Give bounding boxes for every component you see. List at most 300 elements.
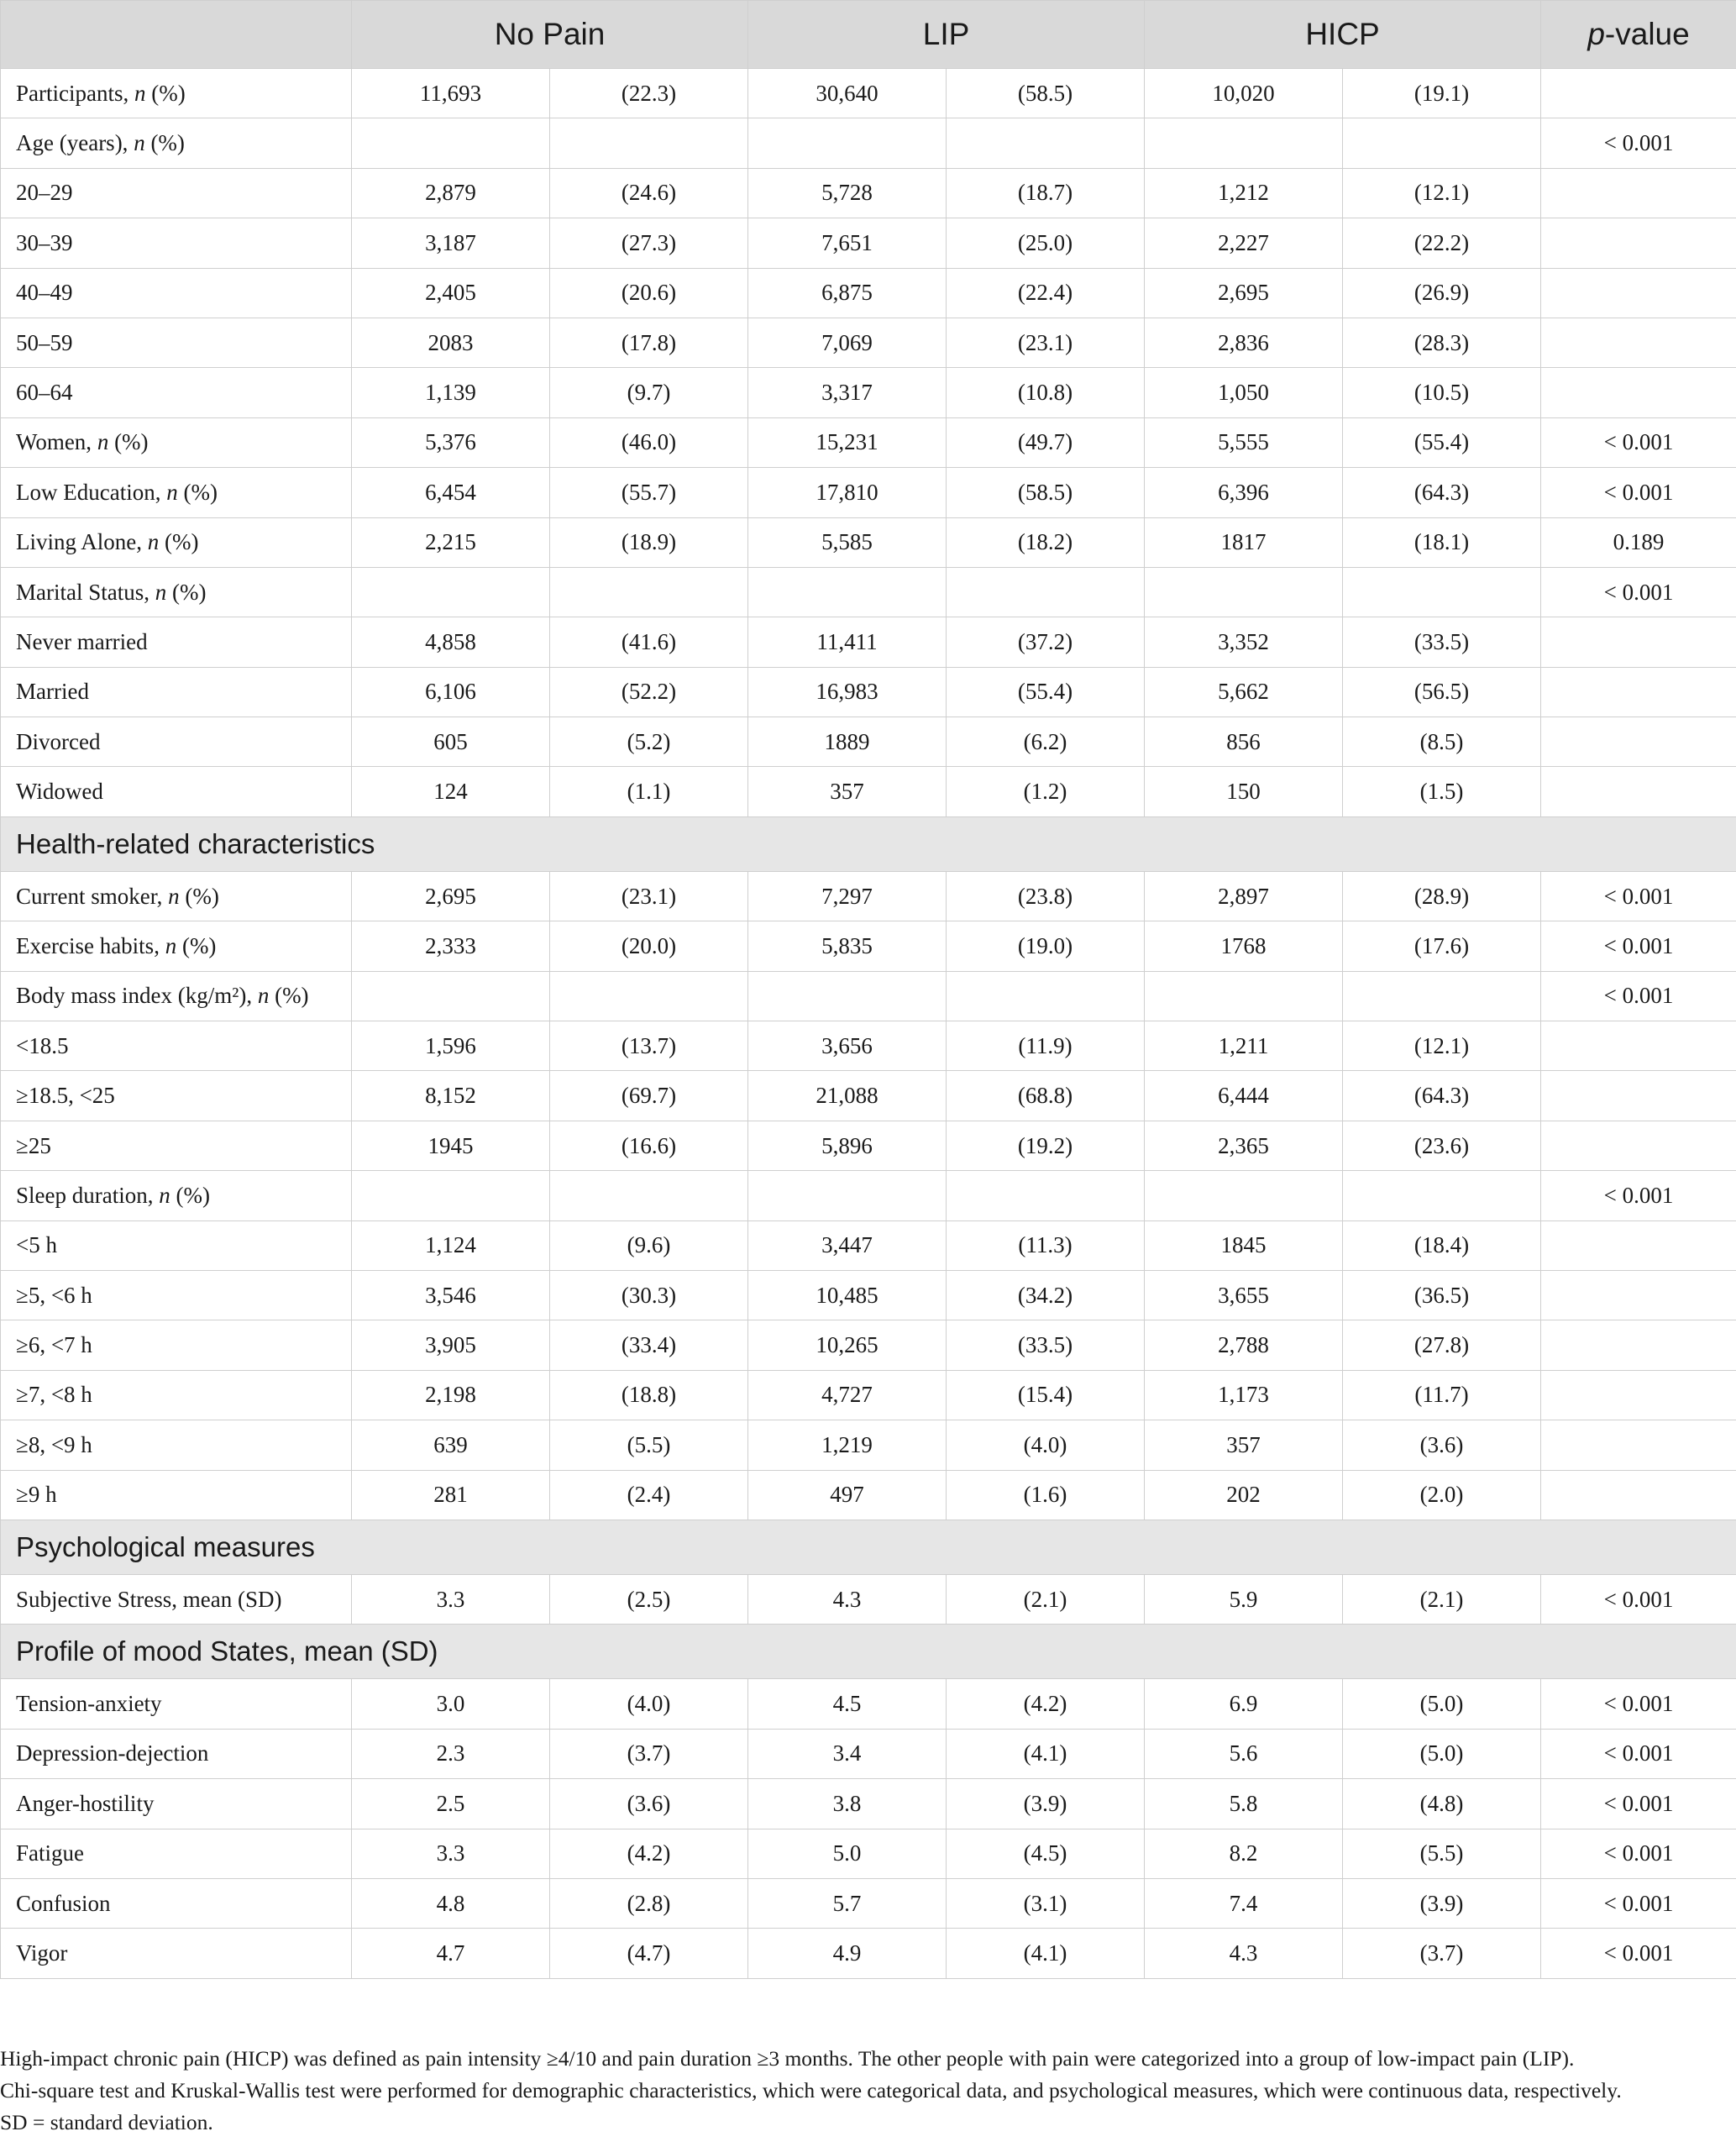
cell-hicp-n: 2,836 [1145, 318, 1343, 367]
cell-lip-n: 5,728 [748, 168, 947, 218]
cell-no-pain-pct: (20.0) [550, 921, 748, 971]
cell-no-pain-n: 2.3 [352, 1729, 550, 1778]
row-label-text: ≥6, <7 h [16, 1332, 92, 1358]
cell-lip-pct: (33.5) [947, 1320, 1145, 1370]
cell-no-pain-n: 3,546 [352, 1270, 550, 1320]
cell-p-value: < 0.001 [1541, 921, 1736, 971]
cell-lip-pct: (4.1) [947, 1729, 1145, 1778]
cell-no-pain-pct: (2.5) [550, 1574, 748, 1624]
row-label-text: Body mass index (kg/m²), [16, 983, 258, 1009]
cell-p-value [1541, 318, 1736, 367]
cell-lip-pct: (34.2) [947, 1270, 1145, 1320]
cell-no-pain-pct: (69.7) [550, 1071, 748, 1121]
cell-hicp-pct: (28.3) [1343, 318, 1541, 367]
cell-lip-pct: (18.2) [947, 517, 1145, 567]
cell-hicp-pct: (27.8) [1343, 1320, 1541, 1370]
cell-lip-n: 30,640 [748, 69, 947, 118]
footnote-1: High-impact chronic pain (HICP) was defined as pain intensity ≥4/10 and pain duration ≥3 months. The other people with pain were categorized into a group of low-impact pain (LIP). [0, 2046, 1575, 2071]
section-label: Profile of mood States, mean (SD) [1, 1625, 1736, 1679]
cell-no-pain-n: 2.5 [352, 1779, 550, 1829]
cell-hicp-pct [1343, 118, 1541, 168]
row-label [1, 118, 352, 168]
row-label-text: ≥7, <8 h [16, 1382, 92, 1408]
table-row [1, 268, 1736, 318]
cell-lip-pct: (37.2) [947, 617, 1145, 667]
row-label-text: Sleep duration, [16, 1182, 160, 1208]
cell-no-pain-n: 3.0 [352, 1679, 550, 1729]
row-label-text: Living Alone, [16, 529, 148, 555]
row-label [1, 168, 352, 218]
row-label-suffix: (%) [177, 479, 218, 505]
cell-hicp-pct [1343, 1171, 1541, 1220]
cell-no-pain-n: 4.8 [352, 1878, 550, 1928]
cell-hicp-pct: (28.9) [1343, 871, 1541, 921]
cell-lip-n: 15,231 [748, 417, 947, 467]
cell-no-pain-pct: (52.2) [550, 667, 748, 717]
row-label [1, 667, 352, 717]
table-row [1, 1370, 1736, 1420]
cell-hicp-n: 1,212 [1145, 168, 1343, 218]
table-row [1, 1021, 1736, 1071]
row-label [1, 717, 352, 767]
cell-no-pain-n: 6,454 [352, 468, 550, 517]
row-label [1, 1779, 352, 1829]
cell-no-pain-pct [550, 971, 748, 1021]
row-label-text: 40–49 [16, 280, 73, 306]
cell-lip-n [748, 1171, 947, 1220]
table-row [1, 1729, 1736, 1778]
cell-hicp-n: 856 [1145, 717, 1343, 767]
cell-hicp-pct: (64.3) [1343, 1071, 1541, 1121]
cell-no-pain-pct: (18.8) [550, 1370, 748, 1420]
cell-lip-pct [947, 567, 1145, 617]
table-row [1, 118, 1736, 168]
row-label [1, 1121, 352, 1170]
cell-hicp-n: 1,211 [1145, 1021, 1343, 1071]
cell-p-value [1541, 1370, 1736, 1420]
cell-no-pain-pct: (9.6) [550, 1220, 748, 1270]
cell-no-pain-n: 1,596 [352, 1021, 550, 1071]
table-row [1, 567, 1736, 617]
cell-lip-n: 4,727 [748, 1370, 947, 1420]
row-label-n: n [134, 80, 146, 106]
row-label-text: <5 h [16, 1232, 57, 1258]
cell-p-value: < 0.001 [1541, 971, 1736, 1021]
cell-no-pain-n: 2,215 [352, 517, 550, 567]
cell-hicp-pct: (2.0) [1343, 1470, 1541, 1520]
cell-no-pain-n: 2083 [352, 318, 550, 367]
cell-p-value [1541, 368, 1736, 417]
cell-p-value: < 0.001 [1541, 1729, 1736, 1778]
section-header-row [1, 816, 1736, 871]
table-row [1, 1121, 1736, 1170]
cell-lip-pct: (23.1) [947, 318, 1145, 367]
row-label-text: Current smoker, [16, 883, 169, 909]
cell-no-pain-pct: (5.5) [550, 1420, 748, 1470]
cell-hicp-n: 150 [1145, 767, 1343, 816]
row-label-n: n [147, 529, 160, 555]
cell-hicp-pct: (17.6) [1343, 921, 1541, 971]
row-label [1, 871, 352, 921]
cell-no-pain-n: 124 [352, 767, 550, 816]
cell-hicp-n: 7.4 [1145, 1878, 1343, 1928]
cell-no-pain-pct: (33.4) [550, 1320, 748, 1370]
cell-lip-n [748, 118, 947, 168]
cell-lip-n: 3,656 [748, 1021, 947, 1071]
section-header-row [1, 1625, 1736, 1679]
row-label-text: Never married [16, 628, 148, 654]
cell-hicp-n: 1845 [1145, 1220, 1343, 1270]
cell-no-pain-n [352, 567, 550, 617]
cell-lip-n: 1,219 [748, 1420, 947, 1470]
cell-no-pain-pct: (41.6) [550, 617, 748, 667]
row-label-text: ≥8, <9 h [16, 1431, 92, 1457]
cell-no-pain-pct: (4.7) [550, 1929, 748, 1978]
row-label-suffix: (%) [269, 983, 309, 1009]
cell-p-value [1541, 268, 1736, 318]
row-label-n: n [165, 932, 177, 958]
cell-lip-pct [947, 118, 1145, 168]
cell-lip-pct: (11.3) [947, 1220, 1145, 1270]
row-label-text: 60–64 [16, 380, 73, 406]
cell-hicp-n: 2,788 [1145, 1320, 1343, 1370]
cell-p-value: < 0.001 [1541, 567, 1736, 617]
row-label-text: ≥9 h [16, 1482, 57, 1508]
header-hicp: HICP [1145, 1, 1541, 69]
cell-no-pain-pct: (16.6) [550, 1121, 748, 1170]
cell-no-pain-n: 2,695 [352, 871, 550, 921]
cell-lip-pct: (4.5) [947, 1829, 1145, 1878]
cell-lip-n: 7,297 [748, 871, 947, 921]
cell-lip-pct: (19.2) [947, 1121, 1145, 1170]
cell-hicp-n: 1817 [1145, 517, 1343, 567]
table-body [1, 69, 1736, 1979]
row-label [1, 1370, 352, 1420]
cell-hicp-n: 2,365 [1145, 1121, 1343, 1170]
cell-no-pain-pct [550, 118, 748, 168]
cell-lip-n: 7,069 [748, 318, 947, 367]
row-label-text: Subjective Stress, mean (SD) [16, 1586, 282, 1612]
cell-lip-n: 497 [748, 1470, 947, 1520]
cell-lip-pct: (10.8) [947, 368, 1145, 417]
row-label [1, 1021, 352, 1071]
row-label [1, 318, 352, 367]
cell-hicp-pct [1343, 971, 1541, 1021]
cell-lip-n: 3.8 [748, 1779, 947, 1829]
cell-p-value [1541, 667, 1736, 717]
cell-hicp-pct: (33.5) [1343, 617, 1541, 667]
row-label [1, 1829, 352, 1878]
row-label-text: Anger-hostility [16, 1790, 155, 1816]
cell-lip-n: 7,651 [748, 218, 947, 268]
row-label [1, 1929, 352, 1978]
row-label-n: n [168, 883, 180, 909]
table-row [1, 1679, 1736, 1729]
cell-lip-pct: (3.9) [947, 1779, 1145, 1829]
cell-no-pain-n [352, 118, 550, 168]
row-label-suffix: (%) [159, 529, 199, 555]
cell-hicp-pct: (5.0) [1343, 1679, 1541, 1729]
cell-no-pain-n: 6,106 [352, 667, 550, 717]
cell-hicp-pct: (23.6) [1343, 1121, 1541, 1170]
cell-no-pain-pct: (46.0) [550, 417, 748, 467]
row-label-text: Confusion [16, 1890, 111, 1916]
row-label [1, 417, 352, 467]
cell-lip-pct: (4.2) [947, 1679, 1145, 1729]
row-label-text: Women, [16, 429, 97, 455]
cell-no-pain-pct: (1.1) [550, 767, 748, 816]
row-label-text: Exercise habits, [16, 932, 165, 958]
cell-no-pain-n: 605 [352, 717, 550, 767]
row-label-text: 50–59 [16, 329, 73, 355]
cell-p-value [1541, 1220, 1736, 1270]
cell-no-pain-n: 1945 [352, 1121, 550, 1170]
cell-no-pain-n: 281 [352, 1470, 550, 1520]
table-row [1, 1574, 1736, 1624]
row-label-text: Low Education, [16, 479, 167, 505]
cell-no-pain-n: 3.3 [352, 1829, 550, 1878]
row-label [1, 1729, 352, 1778]
row-label-text: Participants, [16, 80, 134, 106]
row-label-text: Tension-anxiety [16, 1691, 162, 1717]
cell-no-pain-n: 2,333 [352, 921, 550, 971]
cell-p-value: < 0.001 [1541, 417, 1736, 467]
cell-lip-n: 21,088 [748, 1071, 947, 1121]
cell-hicp-n: 6.9 [1145, 1679, 1343, 1729]
row-label-text: ≥5, <6 h [16, 1282, 92, 1308]
cell-p-value: < 0.001 [1541, 1829, 1736, 1878]
cell-no-pain-n: 8,152 [352, 1071, 550, 1121]
cell-p-value: < 0.001 [1541, 1171, 1736, 1220]
header-row [1, 1, 1736, 69]
cell-p-value [1541, 1071, 1736, 1121]
cell-lip-pct: (6.2) [947, 717, 1145, 767]
cell-hicp-n: 2,695 [1145, 268, 1343, 318]
row-label [1, 69, 352, 118]
cell-hicp-n: 5.9 [1145, 1574, 1343, 1624]
cell-lip-pct: (3.1) [947, 1878, 1145, 1928]
row-label-n: n [134, 130, 145, 156]
cell-lip-n: 5.0 [748, 1829, 947, 1878]
cell-hicp-n: 10,020 [1145, 69, 1343, 118]
cell-p-value: 0.189 [1541, 517, 1736, 567]
row-label [1, 1270, 352, 1320]
table-row [1, 1270, 1736, 1320]
cell-hicp-pct: (55.4) [1343, 417, 1541, 467]
row-label [1, 567, 352, 617]
cell-hicp-n: 357 [1145, 1420, 1343, 1470]
cell-hicp-n [1145, 1171, 1343, 1220]
cell-p-value [1541, 69, 1736, 118]
row-label-suffix: (%) [166, 579, 207, 605]
table-row [1, 517, 1736, 567]
cell-lip-n: 5.7 [748, 1878, 947, 1928]
cell-no-pain-n: 4,858 [352, 617, 550, 667]
table-row [1, 69, 1736, 118]
cell-lip-pct: (18.7) [947, 168, 1145, 218]
row-label [1, 1470, 352, 1520]
cell-lip-n: 4.5 [748, 1679, 947, 1729]
cell-hicp-pct: (18.1) [1343, 517, 1541, 567]
cell-p-value: < 0.001 [1541, 1679, 1736, 1729]
section-label: Psychological measures [1, 1520, 1736, 1574]
cell-no-pain-pct: (13.7) [550, 1021, 748, 1071]
cell-no-pain-n: 2,879 [352, 168, 550, 218]
cell-no-pain-n: 639 [352, 1420, 550, 1470]
cell-lip-n: 4.9 [748, 1929, 947, 1978]
cell-lip-pct: (19.0) [947, 921, 1145, 971]
row-label-text: 20–29 [16, 180, 73, 206]
table-row [1, 717, 1736, 767]
cell-hicp-pct: (56.5) [1343, 667, 1541, 717]
cell-no-pain-pct: (18.9) [550, 517, 748, 567]
cell-hicp-pct: (2.1) [1343, 1574, 1541, 1624]
cell-lip-pct: (4.1) [947, 1929, 1145, 1978]
cell-hicp-pct: (19.1) [1343, 69, 1541, 118]
row-label-text: Widowed [16, 779, 103, 805]
cell-hicp-pct [1343, 567, 1541, 617]
table-row [1, 1878, 1736, 1928]
cell-lip-n: 6,875 [748, 268, 947, 318]
cell-lip-pct: (25.0) [947, 218, 1145, 268]
cell-lip-n: 17,810 [748, 468, 947, 517]
header-label-column [1, 1, 352, 69]
row-label [1, 1679, 352, 1729]
row-label [1, 1878, 352, 1928]
cell-p-value: < 0.001 [1541, 1878, 1736, 1928]
cell-no-pain-pct: (3.6) [550, 1779, 748, 1829]
row-label-suffix: (%) [176, 932, 217, 958]
cell-hicp-pct: (1.5) [1343, 767, 1541, 816]
cell-lip-n: 4.3 [748, 1574, 947, 1624]
row-label [1, 617, 352, 667]
cell-no-pain-pct: (4.0) [550, 1679, 748, 1729]
cell-hicp-n: 6,396 [1145, 468, 1343, 517]
cell-no-pain-n: 2,198 [352, 1370, 550, 1420]
row-label-suffix: (%) [179, 883, 219, 909]
cell-lip-n: 3,447 [748, 1220, 947, 1270]
cell-lip-pct: (15.4) [947, 1370, 1145, 1420]
cell-hicp-pct: (5.0) [1343, 1729, 1541, 1778]
cell-no-pain-pct: (23.1) [550, 871, 748, 921]
cell-hicp-pct: (26.9) [1343, 268, 1541, 318]
cell-lip-pct: (2.1) [947, 1574, 1145, 1624]
cell-no-pain-n: 11,693 [352, 69, 550, 118]
row-label-text: Vigor [16, 1940, 68, 1966]
cell-no-pain-pct: (30.3) [550, 1270, 748, 1320]
cell-lip-n: 5,896 [748, 1121, 947, 1170]
table-row [1, 318, 1736, 367]
table-row [1, 368, 1736, 417]
cell-hicp-pct: (22.2) [1343, 218, 1541, 268]
cell-hicp-n [1145, 118, 1343, 168]
row-label-text: 30–39 [16, 229, 73, 255]
cell-hicp-n: 5.6 [1145, 1729, 1343, 1778]
cell-lip-n [748, 971, 947, 1021]
cell-lip-n: 11,411 [748, 617, 947, 667]
row-label-n: n [97, 429, 109, 455]
row-label-text: ≥18.5, <25 [16, 1083, 115, 1109]
row-label [1, 218, 352, 268]
cell-lip-pct [947, 971, 1145, 1021]
row-label-suffix: (%) [144, 130, 185, 156]
row-label [1, 368, 352, 417]
cell-lip-n: 1889 [748, 717, 947, 767]
row-label [1, 1071, 352, 1121]
cell-p-value [1541, 1270, 1736, 1320]
cell-hicp-n [1145, 567, 1343, 617]
cell-hicp-pct: (36.5) [1343, 1270, 1541, 1320]
row-label-text: Depression-dejection [16, 1740, 209, 1766]
cell-hicp-n: 1768 [1145, 921, 1343, 971]
table-row [1, 617, 1736, 667]
cell-hicp-n: 2,897 [1145, 871, 1343, 921]
cell-hicp-n: 202 [1145, 1470, 1343, 1520]
cell-hicp-pct: (12.1) [1343, 1021, 1541, 1071]
cell-no-pain-pct: (3.7) [550, 1729, 748, 1778]
cell-no-pain-pct: (9.7) [550, 368, 748, 417]
table-row [1, 218, 1736, 268]
cell-hicp-n: 1,050 [1145, 368, 1343, 417]
cell-lip-pct: (1.2) [947, 767, 1145, 816]
cell-no-pain-pct: (27.3) [550, 218, 748, 268]
footnote-3: SD = standard deviation. [0, 2110, 213, 2134]
cell-p-value [1541, 1320, 1736, 1370]
row-label-suffix: (%) [170, 1182, 210, 1208]
table-row [1, 1829, 1736, 1878]
cell-lip-pct: (58.5) [947, 468, 1145, 517]
cell-hicp-pct: (11.7) [1343, 1370, 1541, 1420]
cell-no-pain-n: 1,124 [352, 1220, 550, 1270]
table-row [1, 1171, 1736, 1220]
table-row [1, 1320, 1736, 1370]
cell-hicp-pct: (12.1) [1343, 168, 1541, 218]
row-label-text: Married [16, 679, 89, 705]
cell-hicp-n: 8.2 [1145, 1829, 1343, 1878]
cell-lip-pct: (58.5) [947, 69, 1145, 118]
cell-no-pain-n: 2,405 [352, 268, 550, 318]
row-label-n: n [159, 1182, 170, 1208]
cell-hicp-n: 5,662 [1145, 667, 1343, 717]
cell-lip-pct: (68.8) [947, 1071, 1145, 1121]
cell-hicp-pct: (8.5) [1343, 717, 1541, 767]
section-label: Health-related characteristics [1, 816, 1736, 871]
table-row [1, 971, 1736, 1021]
cell-p-value [1541, 1470, 1736, 1520]
cell-p-value [1541, 168, 1736, 218]
row-label [1, 268, 352, 318]
cell-hicp-n: 1,173 [1145, 1370, 1343, 1420]
footnote-2: Chi-square test and Kruskal-Wallis test were performed for demographic characteristics, which were categorical data, and psychological measures, which were continuous data, respectively. [0, 2078, 1622, 2102]
row-label-suffix: (%) [145, 80, 186, 106]
cell-lip-n: 5,585 [748, 517, 947, 567]
cell-no-pain-n: 3.3 [352, 1574, 550, 1624]
row-label [1, 1420, 352, 1470]
cell-no-pain-n: 5,376 [352, 417, 550, 467]
cell-hicp-n: 6,444 [1145, 1071, 1343, 1121]
cell-hicp-n [1145, 971, 1343, 1021]
cell-no-pain-n [352, 971, 550, 1021]
cell-p-value: < 0.001 [1541, 1779, 1736, 1829]
cell-lip-n: 357 [748, 767, 947, 816]
table-row [1, 1779, 1736, 1829]
row-label-n: n [166, 479, 178, 505]
cell-no-pain-n: 4.7 [352, 1929, 550, 1978]
cell-lip-n: 5,835 [748, 921, 947, 971]
cell-p-value: < 0.001 [1541, 1929, 1736, 1978]
row-label [1, 1220, 352, 1270]
cell-p-value [1541, 1121, 1736, 1170]
